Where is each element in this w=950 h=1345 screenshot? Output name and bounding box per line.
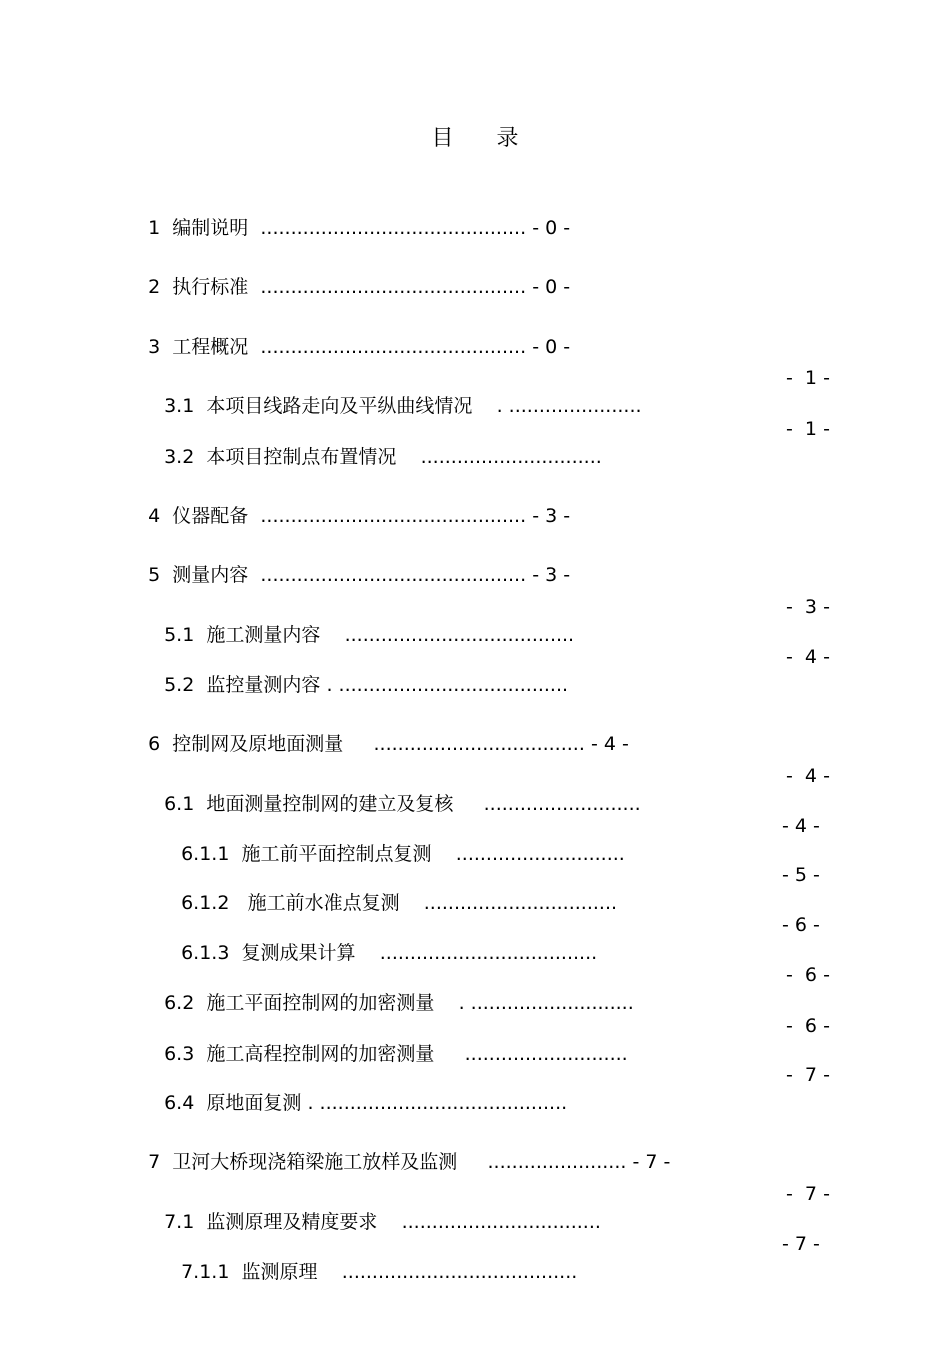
toc-entry-text: 卫河大桥现浇箱梁施工放样及监测 xyxy=(172,1151,458,1173)
toc-entry-text: 复测成果计算 xyxy=(241,942,356,964)
toc-entry-number: 6.1 xyxy=(164,793,195,815)
toc-entry-6-1-1[interactable] xyxy=(169,812,625,865)
toc-entry-leader: ............................................ xyxy=(260,217,527,239)
toc-title: 目 录 xyxy=(431,126,537,151)
toc-entry-number: 6.2 xyxy=(164,992,195,1014)
toc-entry-5[interactable] xyxy=(136,533,571,586)
toc-entry-leader: .............................. xyxy=(420,446,602,468)
toc-entry-leader: ........................... xyxy=(464,1043,628,1065)
toc-entry-leader: .................................... xyxy=(379,942,598,964)
toc-entry-number: 6 xyxy=(148,733,161,755)
toc-entry-7[interactable] xyxy=(136,1120,671,1173)
toc-entry-text: 施工测量内容 xyxy=(206,624,321,646)
toc-entry-leader: ................................... xyxy=(373,733,585,755)
toc-entry-number: 6.1.2 xyxy=(181,892,230,914)
toc-entry-page: - 4 - xyxy=(782,815,820,837)
toc-entry-page: - 0 - xyxy=(532,336,571,358)
toc-entry-number: 6.1.3 xyxy=(181,942,230,964)
toc-entry-number: 5.2 xyxy=(164,674,195,696)
toc-entry-7-1-1[interactable] xyxy=(169,1230,578,1283)
toc-entry-text: 工程概况 xyxy=(172,336,249,358)
toc-entry-3[interactable] xyxy=(136,305,571,358)
toc-entry-leader: . ........................... xyxy=(458,992,634,1014)
toc-entry-page: - 6 - xyxy=(786,964,830,986)
toc-entry-6[interactable] xyxy=(136,702,629,755)
toc-entry-text: 施工高程控制网的加密测量 xyxy=(206,1043,435,1065)
toc-entry-number: 7.1.1 xyxy=(181,1261,230,1283)
toc-entry-number: 3.2 xyxy=(164,446,195,468)
toc-entry-leader: ............................ xyxy=(455,843,625,865)
toc-entry-6-1[interactable] xyxy=(152,762,641,815)
toc-entry-number: 6.1.1 xyxy=(181,843,230,865)
toc-entry-5-1[interactable] xyxy=(152,593,575,646)
toc-entry-page: - 4 - xyxy=(590,733,629,755)
toc-entry-leader: ...................................... xyxy=(344,624,575,646)
toc-entry-page: - 6 - xyxy=(782,914,820,936)
toc-entry-4[interactable] xyxy=(136,474,571,527)
toc-entry-page: - 7 - xyxy=(786,1183,830,1205)
toc-entry-page: - 3 - xyxy=(532,505,571,527)
toc-entry-leader: ................................ xyxy=(423,892,618,914)
toc-entry-6-2[interactable] xyxy=(152,961,634,1014)
toc-entry-leader: ............................................ xyxy=(260,564,527,586)
toc-entry-text: 原地面复测 xyxy=(206,1092,302,1114)
toc-entry-leader: ............................................ xyxy=(260,336,527,358)
toc-entry-leader: ............................................ xyxy=(260,505,527,527)
toc-entry-page: - 4 - xyxy=(786,765,830,787)
toc-entry-2[interactable] xyxy=(136,245,571,298)
toc-entry-page: - 3 - xyxy=(786,596,830,618)
toc-entry-text: 本项目控制点布置情况 xyxy=(206,446,397,468)
toc-entry-3-1[interactable] xyxy=(152,364,642,417)
toc-entry-page: - 7 - xyxy=(782,1233,820,1255)
toc-entry-page: - 1 - xyxy=(786,418,830,440)
toc-entry-number: 3 xyxy=(148,336,161,358)
toc-entry-page: - 7 - xyxy=(786,1064,830,1086)
toc-entry-number: 6.3 xyxy=(164,1043,195,1065)
toc-entry-page: - 0 - xyxy=(532,276,571,298)
toc-entry-text: 施工平面控制网的加密测量 xyxy=(206,992,435,1014)
toc-entry-text: 监测原理及精度要求 xyxy=(206,1211,378,1233)
toc-entry-text: 监控量测内容 xyxy=(206,674,321,696)
toc-entry-text: 本项目线路走向及平纵曲线情况 xyxy=(206,395,473,417)
toc-entry-text: 施工前平面控制点复测 xyxy=(241,843,432,865)
toc-entry-number: 1 xyxy=(148,217,161,239)
toc-entry-page: - 0 - xyxy=(532,217,571,239)
toc-entry-leader: . ...................... xyxy=(496,395,642,417)
toc-entry-6-3[interactable] xyxy=(152,1012,628,1065)
toc-entry-text: 执行标准 xyxy=(172,276,249,298)
toc-entry-number: 2 xyxy=(148,276,161,298)
toc-entry-leader: ....................... xyxy=(487,1151,627,1173)
toc-entry-5-2[interactable] xyxy=(152,643,569,696)
toc-entry-6-4[interactable] xyxy=(152,1061,568,1114)
toc-entry-text: 控制网及原地面测量 xyxy=(172,733,344,755)
toc-entry-3-2[interactable] xyxy=(152,415,602,468)
toc-entry-page: - 3 - xyxy=(532,564,571,586)
toc-entry-number: 4 xyxy=(148,505,161,527)
toc-entry-number: 6.4 xyxy=(164,1092,195,1114)
toc-entry-6-1-2[interactable] xyxy=(169,861,618,914)
toc-entry-number: 3.1 xyxy=(164,395,195,417)
toc-entry-7-1[interactable] xyxy=(152,1180,601,1233)
toc-entry-number: 5 xyxy=(148,564,161,586)
toc-entry-page: - 4 - xyxy=(786,646,830,668)
toc-entry-text: 监测原理 xyxy=(241,1261,318,1283)
toc-entry-text: 编制说明 xyxy=(172,217,249,239)
toc-entry-number: 5.1 xyxy=(164,624,195,646)
toc-entry-number: 7 xyxy=(148,1151,161,1173)
toc-entry-page: - 6 - xyxy=(786,1015,830,1037)
toc-entry-text: 测量内容 xyxy=(172,564,249,586)
toc-entry-text: 仪器配备 xyxy=(172,505,249,527)
toc-entry-6-1-3[interactable] xyxy=(169,911,598,964)
toc-entry-leader: .......................... xyxy=(483,793,641,815)
toc-entry-leader: ................................. xyxy=(401,1211,601,1233)
toc-entry-leader: ............................................ xyxy=(260,276,527,298)
toc-entry-text: 地面测量控制网的建立及复核 xyxy=(206,793,454,815)
toc-entry-page: - 1 - xyxy=(786,367,830,389)
toc-entry-page: - 7 - xyxy=(632,1151,671,1173)
toc-entry-leader: . ...................................... xyxy=(326,674,569,696)
toc-entry-text: 施工前水准点复测 xyxy=(247,892,400,914)
toc-entry-page: - 5 - xyxy=(782,864,820,886)
toc-entry-leader: . ......................................... xyxy=(307,1092,568,1114)
toc-entry-number: 7.1 xyxy=(164,1211,195,1233)
toc-entry-leader: ....................................... xyxy=(341,1261,578,1283)
toc-entry-1[interactable] xyxy=(136,186,571,239)
